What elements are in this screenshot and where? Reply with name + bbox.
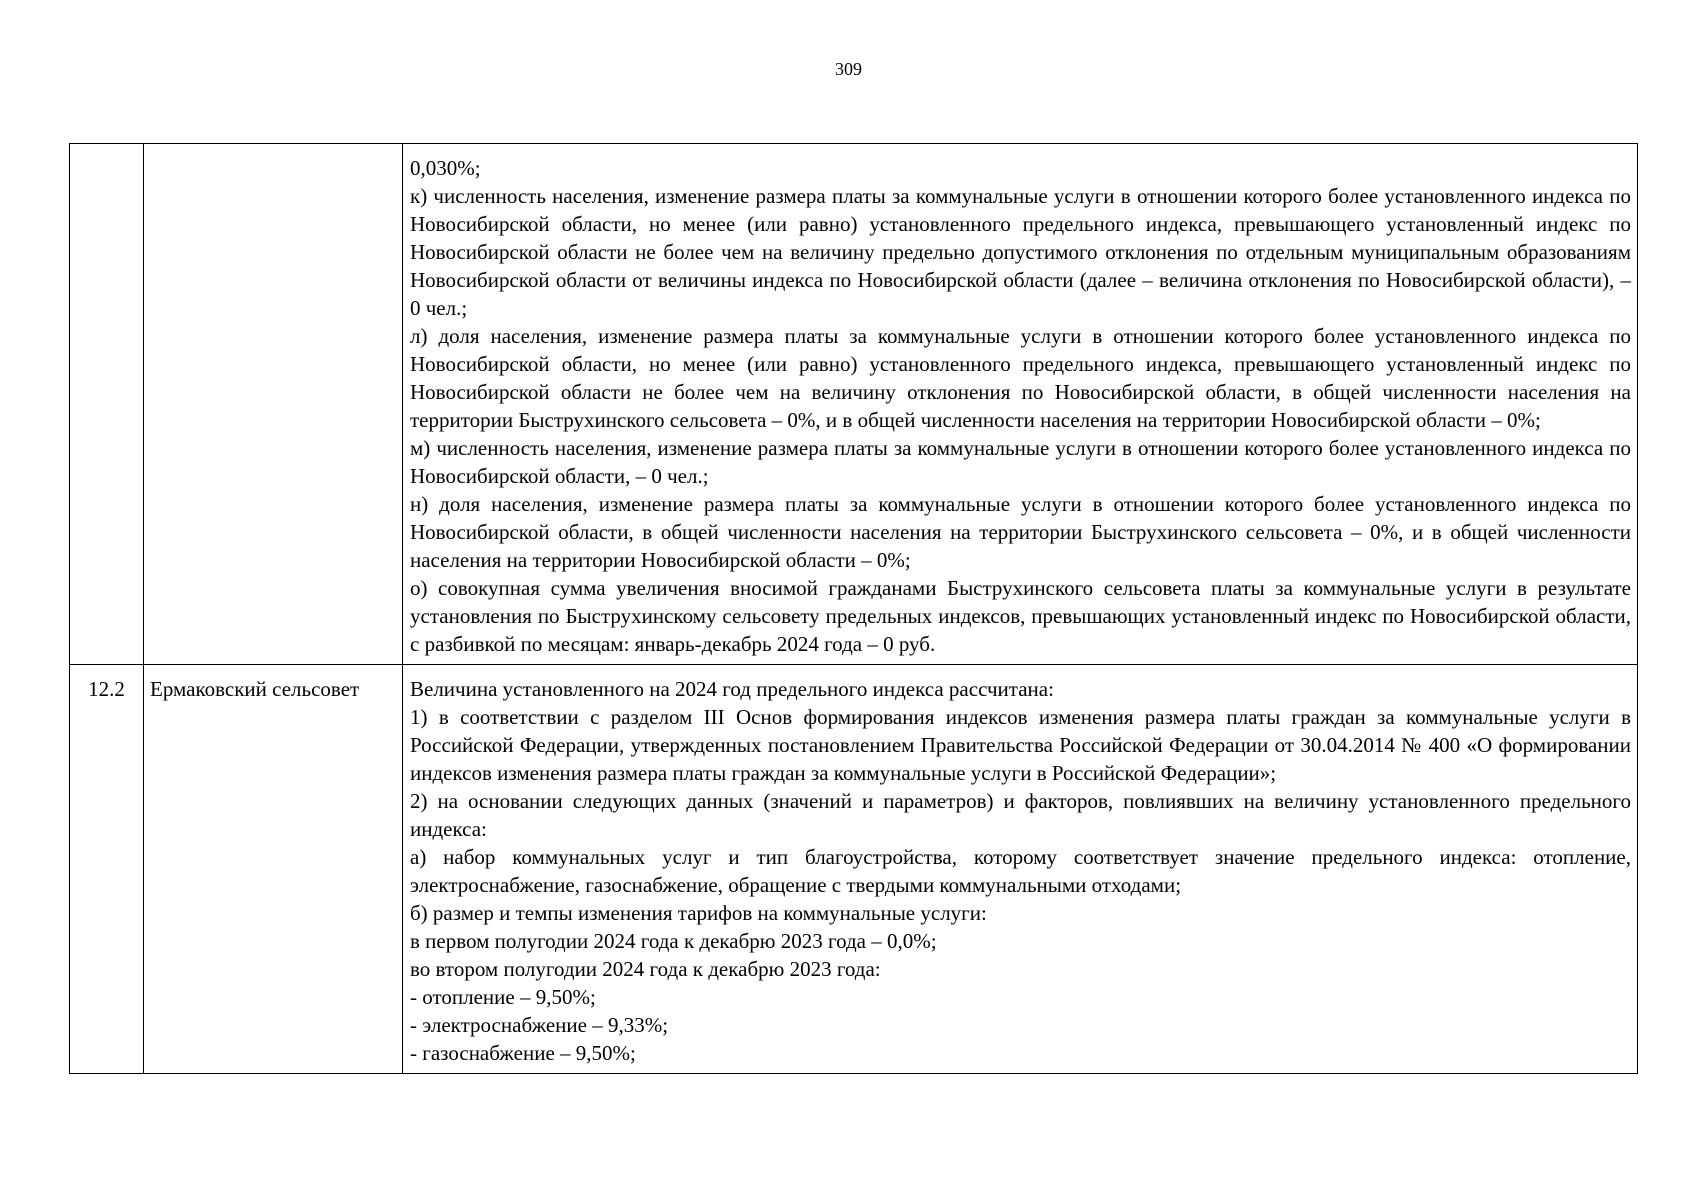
- description-cell: [403, 144, 1638, 665]
- row-number-cell: 12.2: [70, 665, 144, 1074]
- paragraph: в первом полугодии 2024 года к декабрю 2023 года – 0,0%;: [410, 929, 937, 953]
- paragraph: о) совокупная сумма увеличения вносимой гражданами Быструхинского сельсовета платы за коммунальные услуги в результате установления по Быструхинскому сельсовету предельных индексов, превышающих установленный индекс по Новосибирской области, с разбивкой по месяцам: январь-декабрь 2024 года – 0 руб.: [410, 576, 1631, 656]
- municipality-name-cell: Ермаковский сельсовет: [144, 665, 403, 1074]
- paragraph: н) доля населения, изменение размера платы за коммунальные услуги в отношении которого более установленного индекса по Новосибирской области, в общей численности населения на территории Быструхинского сельсовета – 0%, и в общей численности населения на территории Новосибирской области – 0%;: [410, 492, 1631, 572]
- paragraph: л) доля населения, изменение размера платы за коммунальные услуги в отношении которого более установленного индекса по Новосибирской области, но менее (или равно) установленного предельного индекса, превышающего установленный индекс по Новосибирской области не более чем на величину отклонения по Новосибирской области, в общей численности населения на территории Быструхинского сельсовета – 0%, и в общей численности населения на территории Новосибирской области – 0%;: [410, 324, 1631, 432]
- paragraph: 1) в соответствии с разделом III Основ формирования индексов изменения размера платы граждан за коммунальные услуги в Российской Федерации, утвержденных постановлением Правительства Российской Федерации от 30.04.2014 № 400 «О формировании индексов изменения размера платы граждан за коммунальные услуги в Российской Федерации»;: [410, 705, 1631, 785]
- paragraph: Величина установленного на 2024 год предельного индекса рассчитана:: [410, 677, 1054, 701]
- page-number: 309: [835, 59, 862, 79]
- row-number-cell: [70, 144, 144, 665]
- paragraph: к) численность населения, изменение размера платы за коммунальные услуги в отношении которого более установленного индекса по Новосибирской области, но менее (или равно) установленного предельного индекса, превышающего установленный индекс по Новосибирской области не более чем на величину предельно допустимого отклонения по отдельным муниципальным образованиям Новосибирской области от величины индекса по Новосибирской области (далее – величина отклонения по Новосибирской области), – 0 чел.;: [410, 184, 1631, 320]
- paragraph: 0,030%;: [410, 156, 481, 180]
- paragraph: б) размер и темпы изменения тарифов на коммунальные услуги:: [410, 901, 987, 925]
- description-cell: [403, 665, 1638, 1074]
- paragraph: - газоснабжение – 9,50%;: [410, 1041, 636, 1065]
- paragraph: во втором полугодии 2024 года к декабрю 2023 года:: [410, 957, 881, 981]
- table-row: [70, 665, 1638, 1074]
- paragraph: а) набор коммунальных услуг и тип благоустройства, которому соответствует значение предельного индекса: отопление, электроснабжение, газоснабжение, обращение с твердыми коммунальными отходами;: [410, 845, 1631, 897]
- paragraph: - электроснабжение – 9,33%;: [410, 1013, 669, 1037]
- paragraph: м) численность населения, изменение размера платы за коммунальные услуги в отношении которого более установленного индекса по Новосибирской области, – 0 чел.;: [410, 436, 1631, 488]
- paragraph: - отопление – 9,50%;: [410, 985, 596, 1009]
- document-table: [69, 143, 1638, 1074]
- table-row: [70, 144, 1638, 665]
- municipality-name-cell: [144, 144, 403, 665]
- paragraph: 2) на основании следующих данных (значений и параметров) и факторов, повлиявших на величину установленного предельного индекса:: [410, 789, 1631, 841]
